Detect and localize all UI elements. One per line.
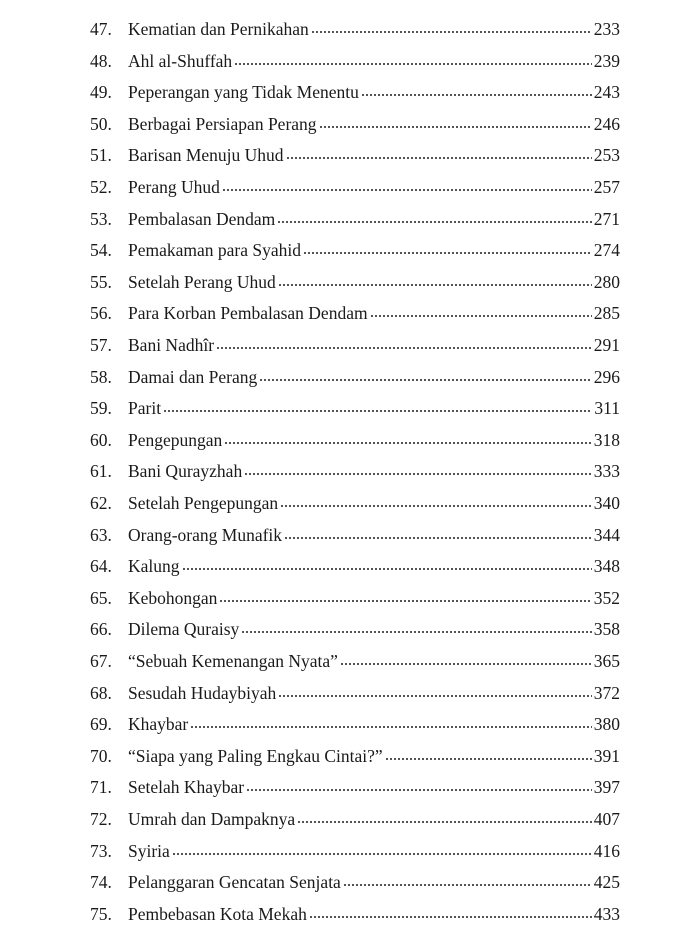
dot-leader xyxy=(182,567,592,571)
toc-entry-page-number: 246 xyxy=(593,113,620,134)
toc-entry-title: Setelah Pengepungan xyxy=(128,493,279,513)
toc-entry-title: Sesudah Hudaybiyah xyxy=(128,682,277,703)
toc-entry-number: 66. xyxy=(90,619,112,640)
toc-entry-title: Umrah dan Dampaknya xyxy=(128,809,296,829)
dot-leader xyxy=(259,378,591,382)
toc-entry-number: 52. xyxy=(90,177,112,197)
dot-leader xyxy=(343,883,592,887)
toc-entry-number: 55. xyxy=(90,271,112,292)
toc-entry-title: Berbagai Persiapan Perang xyxy=(128,113,317,134)
toc-entry-title: Barisan Menuju Uhud xyxy=(128,145,284,166)
toc-entry[interactable] xyxy=(90,680,620,706)
dot-leader xyxy=(284,536,592,540)
toc-entry[interactable] xyxy=(90,79,620,105)
toc-entry-title: Kalung xyxy=(128,556,180,577)
toc-entry[interactable] xyxy=(90,869,620,895)
dot-leader xyxy=(246,788,592,792)
toc-entry-number: 68. xyxy=(90,682,112,703)
toc-entry-page-number: 348 xyxy=(593,556,620,577)
toc-entry[interactable] xyxy=(90,901,620,927)
dot-leader xyxy=(277,220,592,224)
toc-entry-number: 54. xyxy=(90,240,112,261)
dot-leader xyxy=(244,472,592,476)
toc-entry-page-number: 291 xyxy=(593,335,620,355)
dot-leader xyxy=(241,630,591,634)
toc-entry-page-number: 253 xyxy=(593,145,620,166)
toc-entry-title: Syiria xyxy=(128,840,170,861)
dot-leader xyxy=(340,662,592,666)
toc-entry[interactable] xyxy=(90,458,620,484)
toc-entry-number: 70. xyxy=(90,745,112,766)
toc-entry-title: Pemakaman para Syahid xyxy=(128,240,302,261)
dot-leader xyxy=(297,820,592,824)
dot-leader xyxy=(280,504,592,508)
toc-entry-title: Perang Uhud xyxy=(128,177,220,197)
dot-leader xyxy=(278,283,592,287)
dot-leader xyxy=(319,125,592,129)
toc-entry[interactable] xyxy=(90,142,620,168)
toc-entry-page-number: 296 xyxy=(593,366,620,387)
toc-entry-number: 63. xyxy=(90,524,112,545)
toc-entry-title: Pengepungan xyxy=(128,429,223,450)
toc-entry-title: Pembalasan Dendam xyxy=(128,208,276,229)
toc-entry[interactable] xyxy=(90,711,620,737)
toc-entry-title: Pelanggaran Gencatan Senjata xyxy=(128,872,341,893)
toc-entry-title: “Siapa yang Paling Engkau Cintai?” xyxy=(128,745,383,766)
toc-entry-title: Pembebasan Kota Mekah xyxy=(128,903,307,924)
toc-entry-number: 59. xyxy=(90,398,112,419)
toc-entry-number: 53. xyxy=(90,208,112,229)
dot-leader xyxy=(163,409,592,413)
toc-entry-number: 74. xyxy=(90,872,112,893)
toc-entry[interactable] xyxy=(90,838,620,864)
toc-entry-page-number: 365 xyxy=(593,651,620,671)
toc-entry-page-number: 380 xyxy=(593,714,620,735)
toc-entry[interactable] xyxy=(90,237,620,263)
toc-entry-number: 71. xyxy=(90,777,112,798)
toc-entry[interactable] xyxy=(90,364,620,390)
toc-entry[interactable] xyxy=(90,48,620,74)
toc-entry-number: 58. xyxy=(90,366,112,387)
toc-entry-page-number: 333 xyxy=(593,461,620,482)
dot-leader xyxy=(219,599,591,603)
toc-entry[interactable] xyxy=(90,616,620,642)
toc-entry-page-number: 391 xyxy=(593,745,620,766)
toc-entry[interactable] xyxy=(90,300,620,326)
toc-entry-page-number: 344 xyxy=(593,524,620,545)
toc-entry[interactable] xyxy=(90,111,620,137)
toc-entry-page-number: 280 xyxy=(593,271,620,292)
dot-leader xyxy=(303,251,592,255)
toc-entry-title: Bani Nadhîr xyxy=(128,335,215,355)
toc-entry-page-number: 352 xyxy=(593,587,620,608)
toc-entry-page-number: 285 xyxy=(593,303,620,324)
toc-entry[interactable] xyxy=(90,743,620,769)
toc-entry-page-number: 416 xyxy=(593,840,620,861)
toc-entry-title: Setelah Perang Uhud xyxy=(128,271,276,292)
toc-entry[interactable] xyxy=(90,16,620,42)
toc-entry-title: Ahl al-Shuffah xyxy=(128,50,233,71)
toc-entry-title: Dilema Quraisy xyxy=(128,619,240,640)
toc-entry[interactable] xyxy=(90,269,620,295)
toc-entry[interactable] xyxy=(90,774,620,800)
toc-entry[interactable] xyxy=(90,206,620,232)
toc-entry-title: Khaybar xyxy=(128,714,189,735)
toc-entry-number: 75. xyxy=(90,903,112,924)
toc-entry[interactable] xyxy=(90,806,620,832)
toc-entry-page-number: 271 xyxy=(593,208,620,229)
toc-entry-number: 64. xyxy=(90,556,112,577)
toc-entry-page-number: 257 xyxy=(593,177,620,197)
toc-entry-number: 62. xyxy=(90,493,112,513)
dot-leader xyxy=(311,30,592,34)
toc-entry[interactable] xyxy=(90,490,620,516)
toc-entry-number: 60. xyxy=(90,429,112,450)
toc-entry[interactable] xyxy=(90,174,620,200)
toc-entry-number: 47. xyxy=(90,19,112,39)
toc-entry-title: Parit xyxy=(128,398,162,419)
dot-leader xyxy=(286,156,592,160)
toc-entry-page-number: 318 xyxy=(593,429,620,450)
toc-entry-number: 67. xyxy=(90,651,112,671)
dot-leader xyxy=(234,62,592,66)
toc-entry[interactable] xyxy=(90,553,620,579)
toc-entry-page-number: 274 xyxy=(593,240,620,261)
dot-leader xyxy=(309,915,592,919)
toc-entry-number: 50. xyxy=(90,113,112,134)
toc-entry-page-number: 233 xyxy=(593,19,620,39)
toc-entry-number: 49. xyxy=(90,82,112,103)
toc-entry-page-number: 239 xyxy=(593,50,620,71)
toc-entry-page-number: 433 xyxy=(593,903,620,924)
toc-entry[interactable] xyxy=(90,332,620,358)
dot-leader xyxy=(216,346,592,350)
toc-entry[interactable] xyxy=(90,395,620,421)
toc-entry-title: Bani Qurayzhah xyxy=(128,461,243,482)
toc-entry-page-number: 311 xyxy=(594,398,620,419)
toc-entry-title: Kematian dan Pernikahan xyxy=(128,19,309,39)
dot-leader xyxy=(385,757,592,761)
dot-leader xyxy=(190,725,591,729)
toc-entry-number: 61. xyxy=(90,461,112,482)
dot-leader xyxy=(278,694,592,698)
toc-entry-title: Peperangan yang Tidak Menentu xyxy=(128,82,359,103)
toc-entry-page-number: 407 xyxy=(593,809,620,829)
dot-leader xyxy=(224,441,591,445)
toc-entry-page-number: 358 xyxy=(593,619,620,640)
dot-leader xyxy=(370,314,592,318)
toc-entry-page-number: 372 xyxy=(593,682,620,703)
dot-leader xyxy=(172,852,592,856)
toc-entry-title: “Sebuah Kemenangan Nyata” xyxy=(128,651,338,671)
toc-entry-title: Para Korban Pembalasan Dendam xyxy=(128,303,368,324)
toc-entry-number: 51. xyxy=(90,145,112,166)
toc-entry-number: 69. xyxy=(90,714,112,735)
toc-entry-page-number: 397 xyxy=(593,777,620,798)
toc-entry-title: Damai dan Perang xyxy=(128,366,258,387)
toc-entry-number: 57. xyxy=(90,335,112,355)
toc-entry-title: Kebohongan xyxy=(128,587,218,608)
toc-entry-page-number: 243 xyxy=(593,82,620,103)
toc-entry-title: Setelah Khaybar xyxy=(128,777,245,798)
toc-entry-number: 73. xyxy=(90,840,112,861)
toc-entry-number: 65. xyxy=(90,587,112,608)
toc-entry-page-number: 425 xyxy=(593,872,620,893)
toc-entry[interactable] xyxy=(90,427,620,453)
dot-leader xyxy=(361,93,592,97)
toc-entry[interactable] xyxy=(90,585,620,611)
toc-entry-title: Orang-orang Munafik xyxy=(128,524,283,545)
toc-entry-number: 72. xyxy=(90,809,112,829)
toc-entry-number: 56. xyxy=(90,303,112,324)
toc-entry[interactable] xyxy=(90,522,620,548)
toc-entry-page-number: 340 xyxy=(593,493,620,513)
toc-entry[interactable] xyxy=(90,648,620,674)
toc-entry-number: 48. xyxy=(90,50,112,71)
dot-leader xyxy=(222,188,592,192)
